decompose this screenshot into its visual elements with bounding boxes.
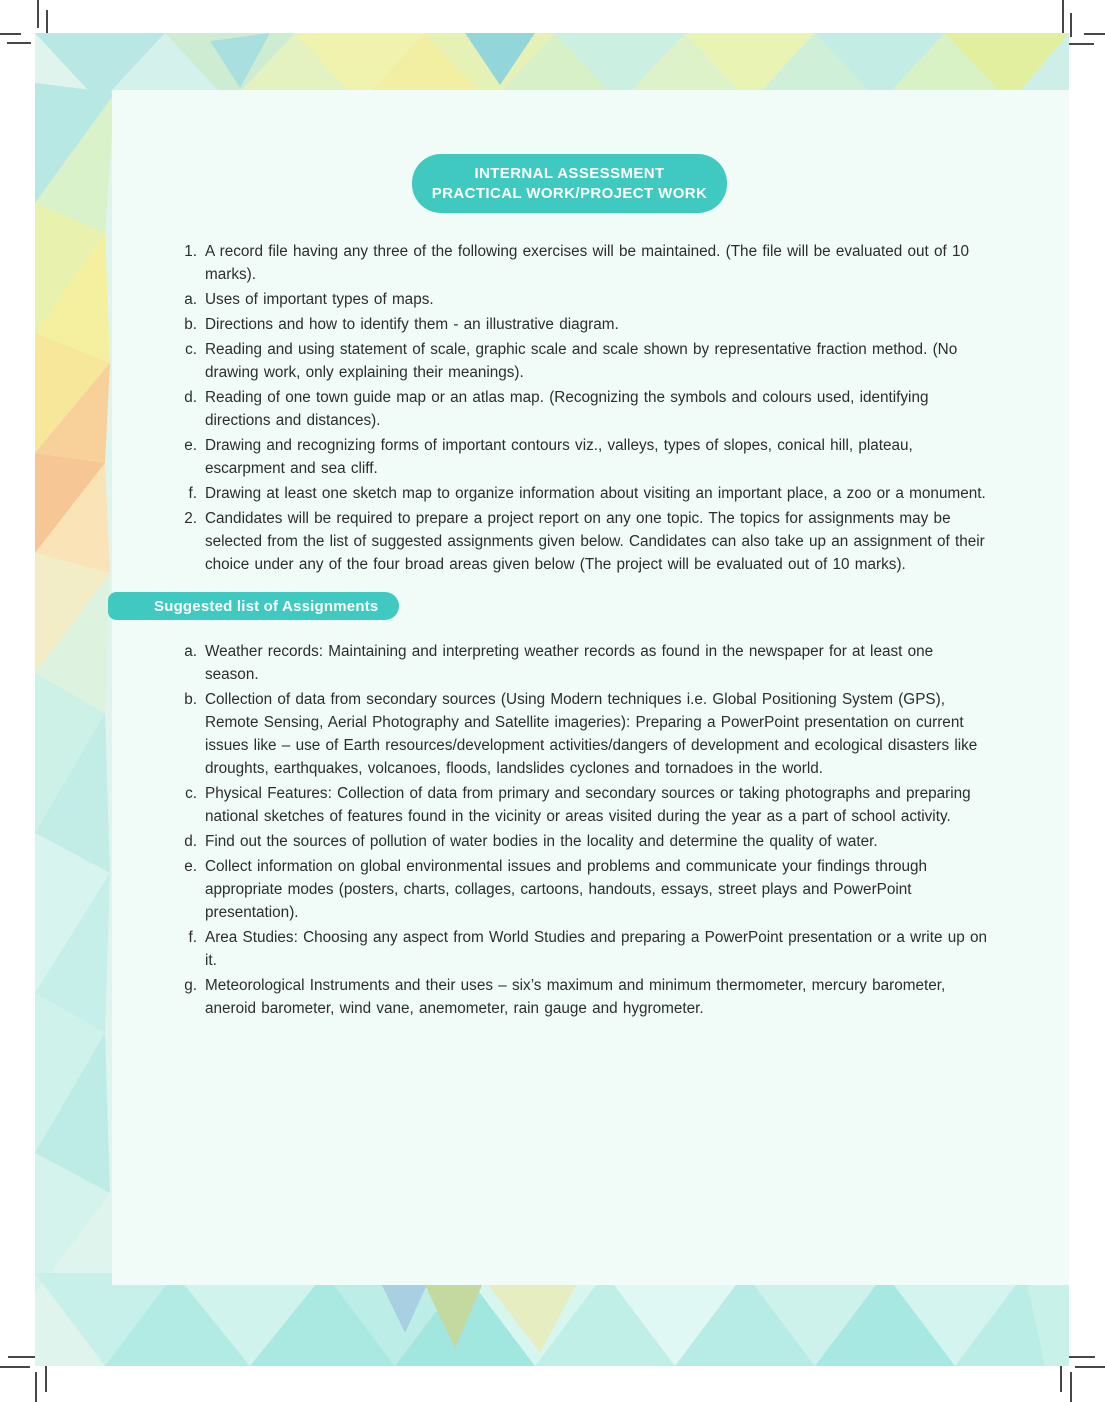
crop-mark: [1062, 0, 1064, 33]
list-item: [112, 974, 990, 1020]
practical-work-list: [112, 240, 990, 576]
crop-mark: [45, 1366, 47, 1392]
item-text: Reading and using statement of scale, graphic scale and scale shown by representative fraction method. (No drawing work, only explaining their meanings).: [205, 341, 958, 381]
crop-mark: [37, 0, 39, 28]
item-text: Directions and how to identify them - an illustrative diagram.: [205, 316, 619, 333]
list-item: [112, 313, 990, 336]
item-marker: d.: [184, 389, 197, 406]
list-item: [112, 855, 990, 924]
crop-mark: [8, 1356, 35, 1358]
crop-mark: [1070, 1372, 1072, 1402]
item-text: Weather records: Maintaining and interpreting weather records as found in the newspaper for at least one season.: [205, 643, 934, 683]
item-text: Area Studies: Choosing any aspect from World Studies and preparing a PowerPoint presentation or a write up on it.: [205, 929, 987, 969]
list-item: [112, 688, 990, 780]
crop-mark: [1068, 43, 1094, 45]
item-marker: b.: [184, 691, 197, 708]
content-panel: [112, 90, 1069, 1285]
item-marker: 1.: [184, 243, 197, 260]
crop-mark: [1075, 1366, 1105, 1368]
poster-background: [35, 33, 1069, 1366]
list-item: [112, 338, 990, 384]
item-text: Find out the sources of pollution of water bodies in the locality and determine the quality of water.: [205, 833, 878, 850]
crop-mark: [1069, 1356, 1095, 1358]
item-marker: e.: [184, 858, 197, 875]
item-marker: e.: [184, 437, 197, 454]
item-text: Drawing and recognizing forms of important contours viz., valleys, types of slopes, conical hill, plateau, escarpment and sea cliff.: [205, 437, 913, 477]
crop-mark: [46, 10, 48, 34]
list-item: [112, 926, 990, 972]
item-marker: d.: [184, 833, 197, 850]
item-marker: a.: [184, 291, 197, 308]
crop-mark: [1084, 33, 1105, 35]
item-marker: c.: [185, 785, 197, 802]
item-text: Reading of one town guide map or an atlas map. (Recognizing the symbols and colours used, identifying directions and distances).: [205, 389, 929, 429]
header-line-2: PRACTICAL WORK/PROJECT WORK: [431, 185, 708, 202]
section-header: [412, 154, 727, 213]
item-marker: a.: [184, 643, 197, 660]
item-marker: c.: [185, 341, 197, 358]
crop-mark: [35, 1372, 37, 1402]
item-marker: b.: [184, 316, 197, 333]
crop-mark: [0, 33, 21, 35]
item-text: Meteorological Instruments and their uses – six’s maximum and minimum thermometer, mercury barometer, aneroid barometer, wind vane, anemometer, rain gauge and hygrometer.: [205, 977, 946, 1017]
item-text: Physical Features: Collection of data from primary and secondary sources or taking photographs and preparing national sketches of features found in the vicinity or areas visited during the year as a part of school activity.: [205, 785, 971, 825]
label-text: Suggested list of Assignments: [154, 597, 379, 615]
assignments-list: [112, 640, 990, 1020]
item-text: A record file having any three of the following exercises will be maintained. (The file will be evaluated out of 10 marks).: [205, 243, 970, 283]
item-text: Collection of data from secondary sources (Using Modern techniques i.e. Global Positioning System (GPS), Remote Sensing, Aerial Photography and Satellite imageries): Preparing a PowerPoint presentation on current issues like – use of Earth resources/development activities/dangers of development and ecological disasters like droughts, earthquakes, volcanoes, floods, landslides cyclones and tornadoes in the world.: [205, 691, 978, 777]
list-item: [112, 288, 990, 311]
item-text: Collect information on global environmental issues and problems and communicate your findings through appropriate modes (posters, charts, collages, cartoons, handouts, essays, street plays and PowerPoint presentation).: [205, 858, 927, 921]
crop-mark: [0, 1366, 30, 1368]
item-marker: 2.: [184, 510, 197, 527]
crop-mark: [1070, 13, 1072, 37]
item-text: Uses of important types of maps.: [205, 291, 434, 308]
item-marker: f.: [188, 485, 197, 502]
list-item: [112, 640, 990, 686]
header-line-1: INTERNAL ASSESSMENT: [474, 165, 665, 182]
item-marker: g.: [184, 977, 197, 994]
list-item: [112, 830, 990, 853]
suggested-assignments-label: [108, 592, 399, 620]
list-item: [112, 240, 990, 286]
list-item: [112, 482, 990, 505]
list-item: [112, 782, 990, 828]
item-marker: f.: [188, 929, 197, 946]
crop-mark: [7, 42, 31, 44]
list-item: [112, 507, 990, 576]
list-item: [112, 434, 990, 480]
item-text: Candidates will be required to prepare a project report on any one topic. The topics for assignments may be selected from the list of suggested assignments given below. Candidates can also take up an assignment of their choice under any of the four broad areas given below (The project will be evaluated out of 10 marks).: [205, 510, 985, 573]
crop-mark: [1060, 1366, 1062, 1392]
list-item: [112, 386, 990, 432]
item-text: Drawing at least one sketch map to organize information about visiting an important place, a zoo or a monument.: [205, 485, 986, 502]
